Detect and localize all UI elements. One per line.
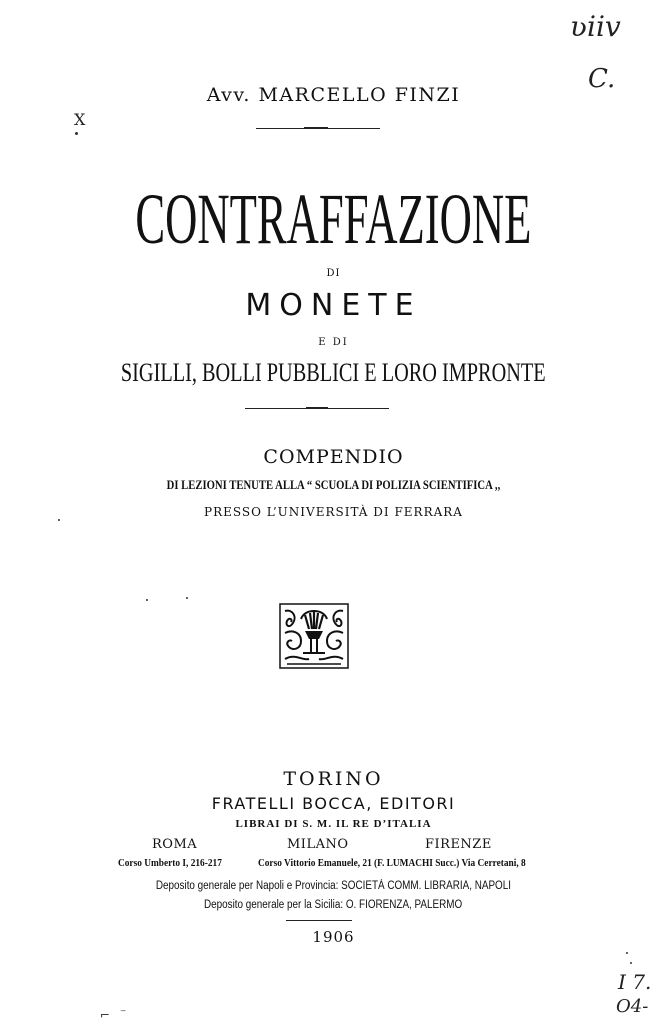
book-subtitle-text: SIGILLI, BOLLI PUBBLICI E LORO IMPRONTE [121, 358, 546, 387]
deposit-naples-text: Deposito generale per Napoli e Provincia: SOCIETÀ COMM. LIBRARIA, NAPOLI [155, 880, 512, 892]
speck [146, 599, 148, 601]
branch-city-firenze: FIRENZE [425, 837, 492, 852]
compendio-heading: COMPENDIO [263, 446, 404, 468]
author-name: Avv. MARCELLO FINZI [206, 84, 461, 106]
speck-stroke: ⁻ [120, 1006, 127, 1020]
lectures-line [0, 477, 667, 493]
branch-address-roma-text: Corso Umberto I, 216-217 [118, 857, 222, 869]
university-line: PRESSO L’UNIVERSITÀ DI FERRARA [204, 505, 463, 519]
handwritten-note-top: ʋiiv [570, 10, 621, 43]
handwritten-note-bottom-1: I 7. [618, 970, 652, 994]
branch-city-roma: ROMA [152, 837, 198, 852]
speck [626, 952, 628, 954]
publisher-name: FRATELLI BOCCA, EDITORI [211, 794, 456, 813]
branch-city-milano: MILANO [287, 837, 349, 852]
imprint-city: TORINO [283, 768, 384, 790]
deposit-sicily-text: Deposito generale per la Sicilia: O. FIORENZA, PALERMO [204, 899, 463, 911]
speck [58, 519, 60, 521]
book-title-text: CONTRAFFAZIONE [135, 179, 532, 259]
book-subtitle [0, 358, 667, 388]
branch-address-firenze-text: (F. LUMACHI Succ.) Via Cerretani, 8 [374, 857, 526, 869]
handwritten-note-letter: C. [588, 64, 616, 94]
branch-address-firenze [374, 857, 552, 869]
printer-ornament-icon [279, 603, 349, 669]
lectures-line-text: DI LEZIONI TENUTE ALLA “ SCUOLA DI POLIZIA SCIENTIFICA ,, [166, 477, 501, 492]
deposit-naples [0, 880, 667, 892]
title-monete: MONETE [245, 288, 422, 323]
speck [75, 132, 78, 135]
branch-address-milano-text: Corso Vittorio Emanuele, 21 [258, 857, 372, 869]
title-divider-center [306, 407, 328, 409]
deposit-sicily [0, 899, 667, 911]
publisher-note: LIBRAI DI S. M. IL RE D’ITALIA [235, 818, 432, 830]
branch-address-milano [258, 857, 392, 869]
publication-year: 1906 [312, 928, 355, 946]
book-title [0, 178, 667, 261]
connector-e-di: E DI [318, 337, 349, 348]
branch-address-roma [118, 857, 240, 869]
imprint-divider [286, 920, 352, 921]
speck [186, 597, 188, 599]
speck-stroke: ⌐ [100, 1008, 111, 1022]
handwritten-mark-left: X [74, 110, 86, 129]
connector-di: DI [326, 268, 341, 279]
speck [630, 962, 632, 964]
author-divider-center [304, 127, 328, 129]
handwritten-note-bottom-2: O4- [616, 996, 649, 1017]
